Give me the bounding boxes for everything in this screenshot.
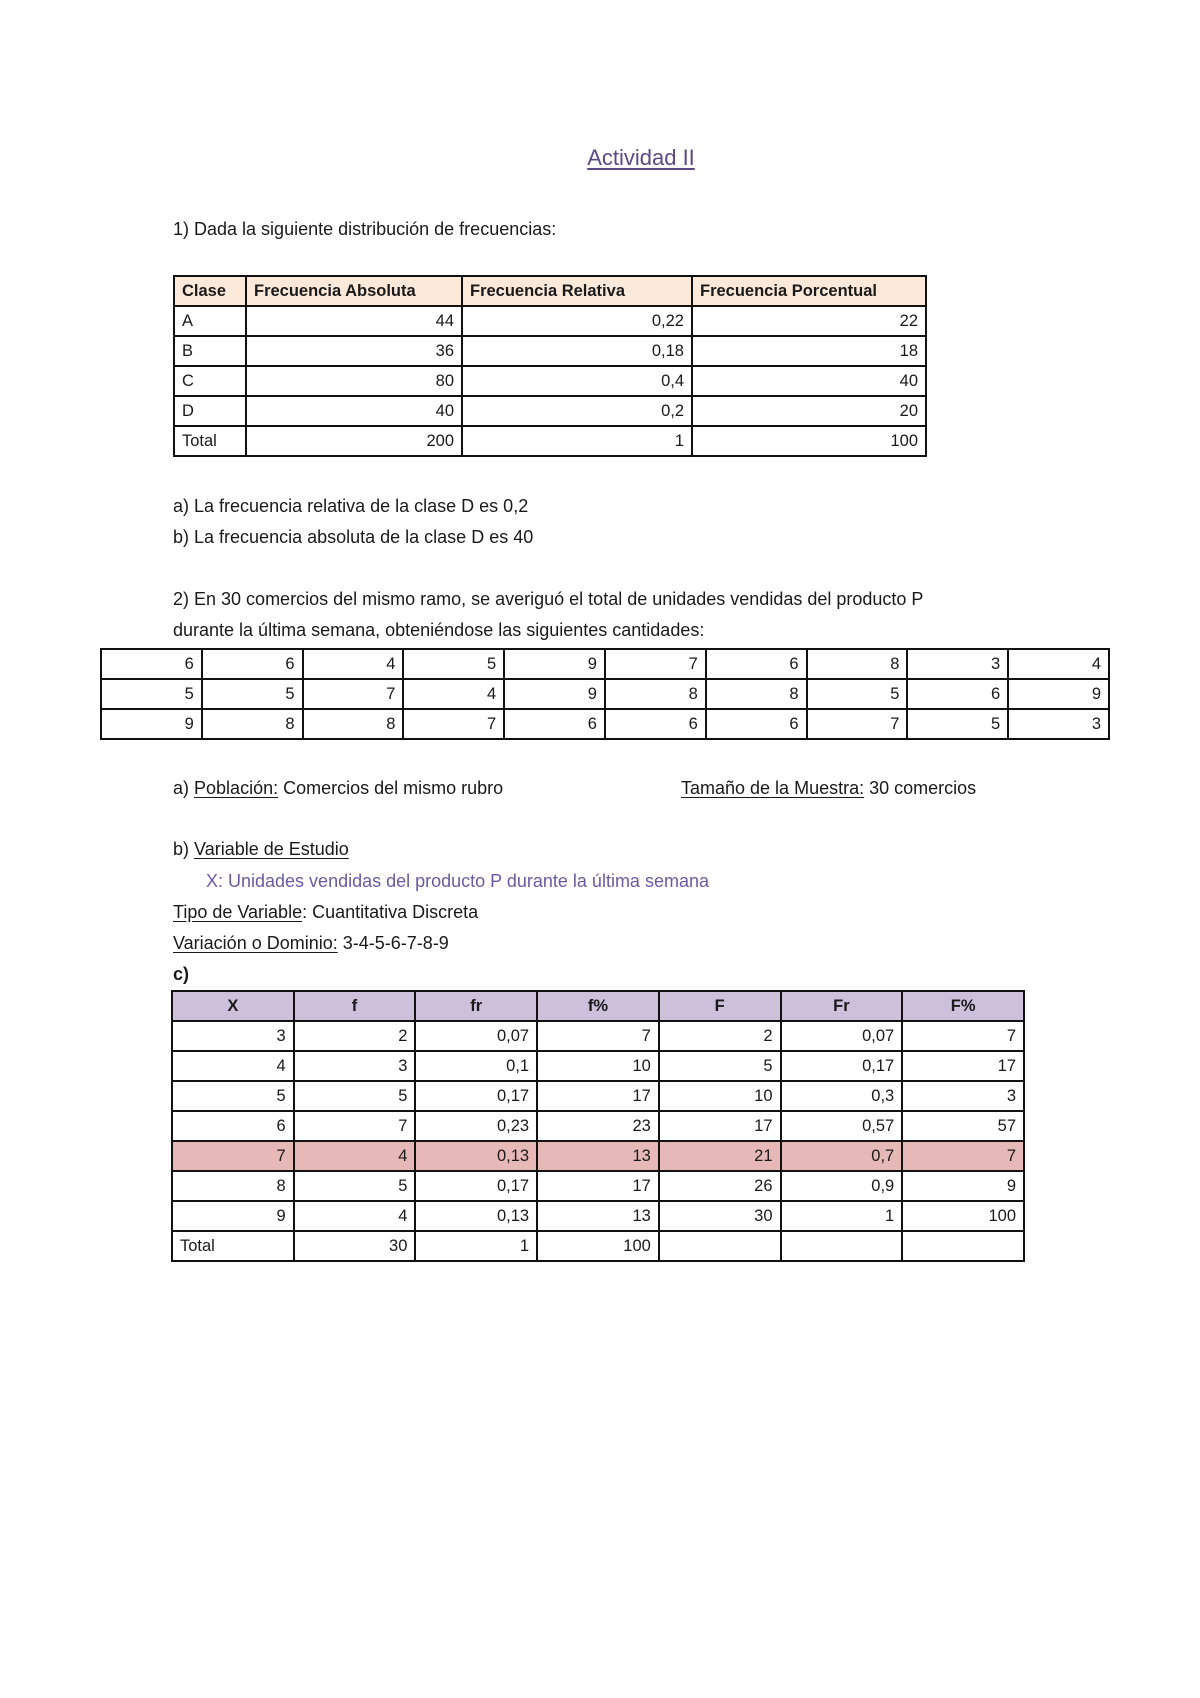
data-cell: 8 xyxy=(807,649,908,679)
cell: 10 xyxy=(537,1051,659,1081)
cell-clase: C xyxy=(174,366,246,396)
table-row-highlighted xyxy=(172,1141,1024,1171)
frequency-table xyxy=(173,275,927,457)
table-row xyxy=(101,649,1109,679)
data-cell: 6 xyxy=(706,709,807,739)
muestra-label: Tamaño de la Muestra: xyxy=(681,778,865,798)
cell: 5 xyxy=(659,1051,781,1081)
cell: 7 xyxy=(902,1141,1024,1171)
q2-heading-line1 xyxy=(173,588,923,610)
cell: 17 xyxy=(902,1051,1024,1081)
cell: 17 xyxy=(537,1171,659,1201)
data-cell: 8 xyxy=(706,679,807,709)
data-cell: 9 xyxy=(504,679,605,709)
cell: 3 xyxy=(902,1081,1024,1111)
table-row xyxy=(174,366,926,396)
cell: 0,57 xyxy=(781,1111,903,1141)
cell xyxy=(902,1231,1024,1261)
table-row xyxy=(172,1081,1024,1111)
cell-absoluta: 36 xyxy=(246,336,462,366)
data-cell: 8 xyxy=(202,709,303,739)
cell: 5 xyxy=(294,1171,416,1201)
cell: 0,23 xyxy=(415,1111,537,1141)
table-row xyxy=(172,1021,1024,1051)
cell: 0,07 xyxy=(415,1021,537,1051)
muestra-value: 30 comercios xyxy=(864,778,977,798)
table-row xyxy=(101,709,1109,739)
cell: 7 xyxy=(902,1021,1024,1051)
col-header-f: f xyxy=(294,991,416,1021)
data-cell: 6 xyxy=(202,649,303,679)
col-header-cum-fr: Fr xyxy=(781,991,903,1021)
col-header-x: X xyxy=(172,991,294,1021)
cell: 100 xyxy=(537,1231,659,1261)
cell: 57 xyxy=(902,1111,1024,1141)
answer-a-label: a) xyxy=(173,496,190,516)
answer-b-label: b) xyxy=(173,839,190,859)
tipo-line xyxy=(173,901,478,923)
data-cell: 5 xyxy=(807,679,908,709)
data-cell: 8 xyxy=(303,709,404,739)
cell: 2 xyxy=(659,1021,781,1051)
cell-absoluta: 80 xyxy=(246,366,462,396)
cell: 9 xyxy=(172,1201,294,1231)
q1-heading xyxy=(173,218,556,240)
q1-answer-a xyxy=(173,495,528,517)
cell: 5 xyxy=(172,1081,294,1111)
cell: 0,13 xyxy=(415,1141,537,1171)
cell-porcentual: 40 xyxy=(692,366,926,396)
q1-text: Dada la siguiente distribución de frecuencias: xyxy=(189,219,557,239)
data-cell: 4 xyxy=(303,649,404,679)
col-header-fr: fr xyxy=(415,991,537,1021)
cell-absoluta: 40 xyxy=(246,396,462,426)
cell-clase: D xyxy=(174,396,246,426)
data-cell: 3 xyxy=(907,649,1008,679)
tipo-label: Tipo de Variable xyxy=(173,902,303,922)
table-row xyxy=(172,1111,1024,1141)
cell-porcentual: 100 xyxy=(692,426,926,456)
table-row xyxy=(172,1201,1024,1231)
cell: 1 xyxy=(415,1231,537,1261)
cell: 1 xyxy=(781,1201,903,1231)
table-row xyxy=(172,1051,1024,1081)
col-header-clase: Clase xyxy=(174,276,246,306)
cell: 8 xyxy=(172,1171,294,1201)
data-cell: 9 xyxy=(504,649,605,679)
cell: 7 xyxy=(172,1141,294,1171)
data-cell: 4 xyxy=(403,679,504,709)
distribution-table xyxy=(171,990,1025,1262)
data-cell: 6 xyxy=(504,709,605,739)
data-cell: 9 xyxy=(1008,679,1109,709)
cell-porcentual: 20 xyxy=(692,396,926,426)
cell: 0,7 xyxy=(781,1141,903,1171)
answer-b-label: b) xyxy=(173,527,190,547)
q2-answer-b xyxy=(173,838,349,860)
cell: 0,3 xyxy=(781,1081,903,1111)
cell: 0,9 xyxy=(781,1171,903,1201)
cell: 0,13 xyxy=(415,1201,537,1231)
table-row-total xyxy=(172,1231,1024,1261)
cell: Total xyxy=(172,1231,294,1261)
cell: 0,1 xyxy=(415,1051,537,1081)
data-cell: 6 xyxy=(706,649,807,679)
col-header-f-pct: f% xyxy=(537,991,659,1021)
data-cell: 4 xyxy=(1008,649,1109,679)
cell-relativa: 0,18 xyxy=(462,336,692,366)
answer-c-label: c) xyxy=(173,964,190,984)
data-cell: 5 xyxy=(202,679,303,709)
table-row-total xyxy=(174,426,926,456)
table-row xyxy=(174,336,926,366)
cell: 4 xyxy=(294,1201,416,1231)
variable-label: Variable de Estudio xyxy=(194,839,349,859)
q1-answer-b xyxy=(173,526,533,548)
cell: 26 xyxy=(659,1171,781,1201)
cell: 100 xyxy=(902,1201,1024,1231)
data-cell: 9 xyxy=(101,709,202,739)
page-title: Actividad II xyxy=(587,145,695,170)
answer-a-label: a) xyxy=(173,778,190,798)
cell-absoluta: 44 xyxy=(246,306,462,336)
table-row xyxy=(174,306,926,336)
col-header-frecuencia-relativa: Frecuencia Relativa xyxy=(462,276,692,306)
cell-porcentual: 22 xyxy=(692,306,926,336)
table-row xyxy=(101,679,1109,709)
q2-text: En 30 comercios del mismo ramo, se averiguó el total de unidades vendidas del producto P xyxy=(189,589,924,609)
table-row xyxy=(172,1171,1024,1201)
q2-answer-a xyxy=(173,777,503,799)
cell-relativa: 0,4 xyxy=(462,366,692,396)
data-cell: 5 xyxy=(907,709,1008,739)
cell: 4 xyxy=(172,1051,294,1081)
col-header-cum-f-pct: F% xyxy=(902,991,1024,1021)
cell-absoluta: 200 xyxy=(246,426,462,456)
cell: 0,17 xyxy=(415,1081,537,1111)
table-header-row xyxy=(174,276,926,306)
cell: 7 xyxy=(294,1111,416,1141)
col-header-cum-f: F xyxy=(659,991,781,1021)
data-cell: 8 xyxy=(605,679,706,709)
q2-number: 2) xyxy=(173,589,190,609)
cell-relativa: 1 xyxy=(462,426,692,456)
cell-porcentual: 18 xyxy=(692,336,926,366)
col-header-frecuencia-absoluta: Frecuencia Absoluta xyxy=(246,276,462,306)
answer-b-text: La frecuencia absoluta de la clase D es 40 xyxy=(189,527,534,547)
poblacion-label: Población: xyxy=(194,778,279,798)
cell: 3 xyxy=(172,1021,294,1051)
cell: 4 xyxy=(294,1141,416,1171)
cell: 7 xyxy=(537,1021,659,1051)
q1-number: 1) xyxy=(173,219,190,239)
cell-relativa: 0,22 xyxy=(462,306,692,336)
data-cell: 3 xyxy=(1008,709,1109,739)
table-header-row xyxy=(172,991,1024,1021)
cell: 9 xyxy=(902,1171,1024,1201)
tipo-value: : Cuantitativa Discreta xyxy=(302,902,479,922)
poblacion-value: Comercios del mismo rubro xyxy=(278,778,504,798)
cell: 30 xyxy=(659,1201,781,1231)
data-cell: 7 xyxy=(303,679,404,709)
cell: 17 xyxy=(537,1081,659,1111)
raw-data-table xyxy=(100,648,1110,740)
cell: 21 xyxy=(659,1141,781,1171)
cell: 13 xyxy=(537,1201,659,1231)
data-cell: 6 xyxy=(605,709,706,739)
variable-value: X: Unidades vendidas del producto P durante la última semana xyxy=(206,871,709,891)
table-row xyxy=(174,396,926,426)
answer-a-text: La frecuencia relativa de la clase D es 0,2 xyxy=(189,496,529,516)
dominio-value: 3-4-5-6-7-8-9 xyxy=(337,933,449,953)
dominio-line xyxy=(173,932,449,954)
data-cell: 6 xyxy=(907,679,1008,709)
cell: 0,07 xyxy=(781,1021,903,1051)
cell: 30 xyxy=(294,1231,416,1261)
cell: 23 xyxy=(537,1111,659,1141)
data-cell: 6 xyxy=(101,649,202,679)
cell: 6 xyxy=(172,1111,294,1141)
cell-clase: A xyxy=(174,306,246,336)
data-cell: 5 xyxy=(403,649,504,679)
cell-relativa: 0,2 xyxy=(462,396,692,426)
cell xyxy=(781,1231,903,1261)
data-cell: 7 xyxy=(807,709,908,739)
cell: 17 xyxy=(659,1111,781,1141)
muestra-line xyxy=(681,777,976,799)
cell-clase: Total xyxy=(174,426,246,456)
cell xyxy=(659,1231,781,1261)
q2-heading-line2: durante la última semana, obteniéndose las siguientes cantidades: xyxy=(173,620,705,640)
dominio-label: Variación o Dominio: xyxy=(173,933,338,953)
col-header-frecuencia-porcentual: Frecuencia Porcentual xyxy=(692,276,926,306)
cell: 2 xyxy=(294,1021,416,1051)
cell: 0,17 xyxy=(781,1051,903,1081)
cell: 3 xyxy=(294,1051,416,1081)
data-cell: 5 xyxy=(101,679,202,709)
cell: 10 xyxy=(659,1081,781,1111)
cell-clase: B xyxy=(174,336,246,366)
cell: 0,17 xyxy=(415,1171,537,1201)
cell: 13 xyxy=(537,1141,659,1171)
data-cell: 7 xyxy=(403,709,504,739)
cell: 5 xyxy=(294,1081,416,1111)
data-cell: 7 xyxy=(605,649,706,679)
